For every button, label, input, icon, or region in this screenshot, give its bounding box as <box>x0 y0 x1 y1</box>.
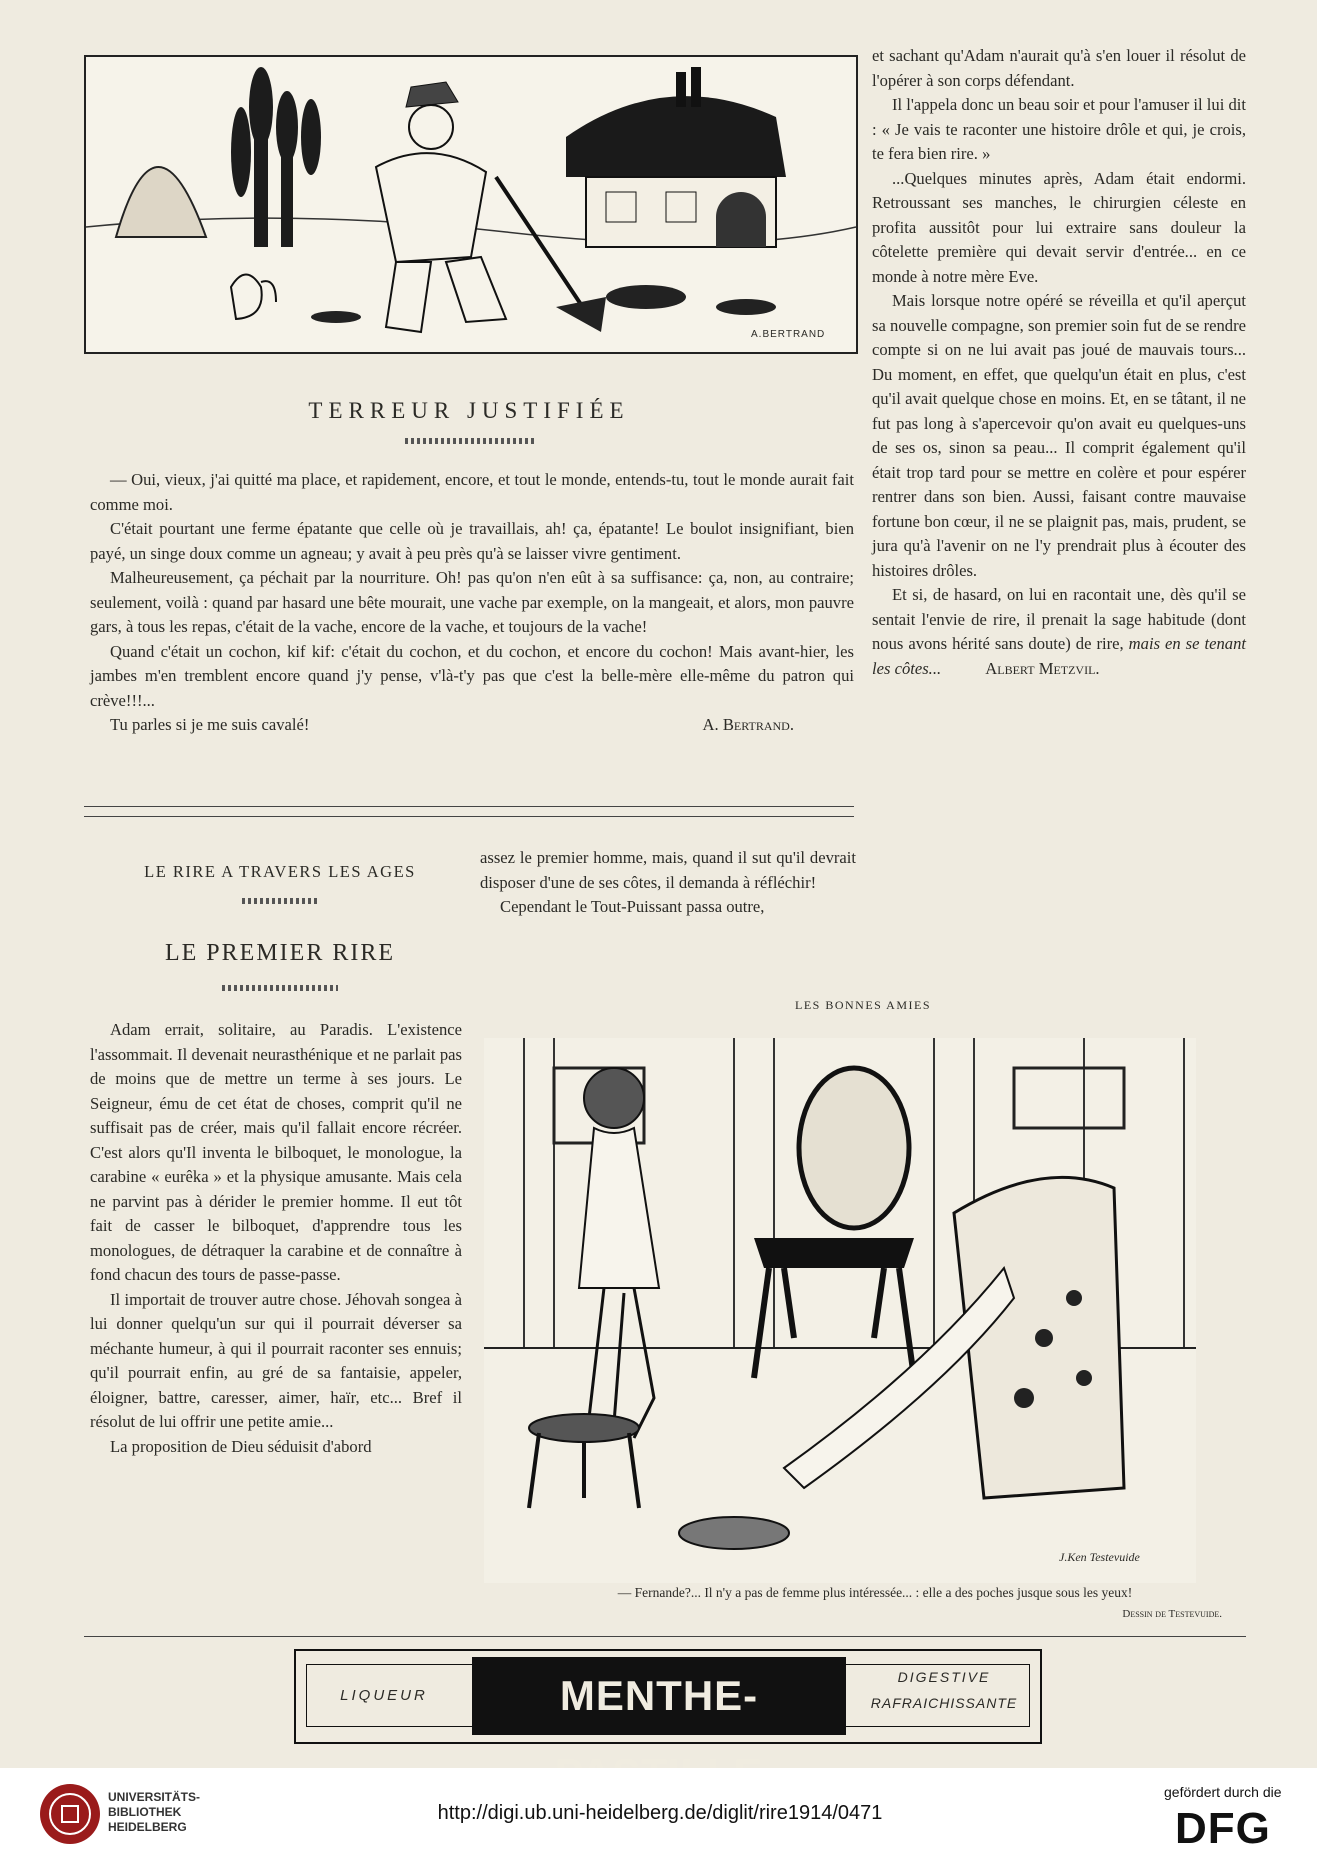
divider <box>84 806 854 807</box>
story1-title: TERREUR JUSTIFIÉE <box>308 398 630 423</box>
story2-kicker: LE RIRE A TRAVERS LES AGES <box>144 862 416 881</box>
story2-title: LE PREMIER RIRE <box>164 940 395 966</box>
story2-paragraph-text: Et si, de hasard, on lui en racontait une, dès qu'il se sentait l'envie de rire, il prenait la sage habitude (dont nous avons hérité sans doute) de rire, <box>872 585 1246 653</box>
story2-italic: mais en se tenant les côtes... <box>872 634 1246 678</box>
illustration-signature: A.BERTRAND <box>751 329 826 340</box>
permalink[interactable]: http://digi.ub.uni-heidelberg.de/diglit/rire1914/0471 <box>437 1802 883 1824</box>
story1-paragraph: Quand c'était un cochon, kif kif: c'était du cochon, et du cochon, et encore du cochon! Mais avant-hier, les jambes m'en tremblent encore quand j'y pense, v'là-t'y pas que c'est la belle-mère elle-même du patron qui crève!!!... <box>90 641 854 710</box>
library-line: HEIDELBERG <box>108 1820 187 1834</box>
story2-paragraph: Adam errait, solitaire, au Paradis. L'existence l'assommait. Il devenait neurasthénique et ne parlait pas de moins que de mettre un terme à ses jours. Le Seigneur, ému de cet état de choses, comprit qu'il ne suffisait pas de créer, mais qu'il fallait encore récréer. C'est alors qu'Il inventa le bilboquet, le monologue, la carabine « eurêka » et la physique amusante. Mais cela ne parvint pas à dérider le premier homme. Il eut tôt fait de casser le bilboquet, d'apprendre tous les monologues, de détraquer la carabine et de connaître à fond chacun des tours de passe-passe. <box>90 1020 462 1284</box>
story1-last-line: Tu parles si je me suis cavalé! <box>110 715 310 734</box>
advert-left: LIQUEUR <box>340 1687 428 1704</box>
story1-paragraph: C'était pourtant une ferme épatante que celle où je travaillais, ah! ça, épatante! Le boulot insignifiant, bien payé, un singe doux comme un agneau; y avait à peu près qu'à se laisser vivre gentiment. <box>90 519 854 563</box>
illustration2-heading: LES BONNES AMIES <box>794 998 931 1012</box>
story2-paragraph: ...Quelques minutes après, Adam était endormi. Retroussant ses manches, le chirurgien céleste en profita aussitôt pour lui extraire sans douleur la côtelette première qui devait servir d'entrée... en ce monde à notre mère Eve. <box>872 168 1246 286</box>
library-line: UNIVERSITÄTS- <box>108 1790 201 1804</box>
title-ornament <box>405 438 535 444</box>
advert-right-top: DIGESTIVE <box>897 1669 991 1685</box>
illustration2-caption: — Fernande?... Il n'y a pas de femme plus intéressée... : elle a des poches jusque sous les yeux! <box>617 1585 1133 1600</box>
story2-paragraph: Il l'appela donc un beau soir et pour l'amuser il lui dit : « Je vais te raconter une histoire drôle et qui, je crois, te fera bien rire. » <box>872 95 1246 163</box>
illustration2-credit: Dessin de Testevuide. <box>1122 1608 1222 1620</box>
advert-main: MENTHE- <box>472 1657 846 1735</box>
divider <box>84 816 854 817</box>
farmer-drawing <box>86 57 856 352</box>
story2-paragraph: assez le premier homme, mais, quand il sut qu'il devrait disposer d'une de ses côtes, il demanda à réfléchir! <box>480 848 856 892</box>
illustration2-signature: J.Ken Testevuide <box>1059 1550 1140 1564</box>
interior-drawing <box>484 1038 1196 1583</box>
divider <box>84 1636 1246 1637</box>
advert-banner <box>294 1649 1042 1744</box>
story2-paragraph: La proposition de Dieu séduisit d'abord <box>110 1436 372 1456</box>
title2-ornament <box>222 985 338 991</box>
story2-column-1 <box>90 1018 462 1459</box>
dfg-logo: DFG <box>1175 1804 1271 1853</box>
story2-paragraph: Mais lorsque notre opéré se réveilla et qu'il aperçut sa nouvelle compagne, son premier soin fut de se rendre compte si on ne lui avait pas joué de mauvais tours... Du moment, en effet, que quelqu'un était en plus, c'est qu'il avait quelque chose en moins. Et, en se tâtant, il ne fut pas long à s'apercevoir qu'on avait eu quelques-uns de ses os, sinon sa peau... Il comprit également qu'il était trop tard pour se mettre en colère et pour espérer rentrer dans son bien. Aussi, faisant contre mauvaise fortune bon cœur, il ne se plaignit pas, mais, prudent, se jura qu'à l'avenir on ne l'y prendrait plus à écouter des histoires drôles. <box>872 291 1246 580</box>
story2-paragraph <box>872 583 1246 681</box>
story2-column-2 <box>480 846 856 920</box>
library-seal-icon <box>38 1782 102 1846</box>
illustration-farmer <box>84 55 858 354</box>
advert-right-bottom: RAFRAICHISSANTE <box>870 1695 1018 1711</box>
story2-author: Albert Metzvil. <box>985 658 1100 678</box>
illustration-bonnes-amies <box>484 1038 1196 1583</box>
footer-bar <box>0 1768 1317 1859</box>
story2-column-3 <box>872 44 1246 681</box>
library-name <box>108 1790 200 1835</box>
story1-body <box>90 468 854 738</box>
kicker-ornament <box>242 898 318 904</box>
story1-paragraph: Malheureusement, ça péchait par la nourriture. Oh! pas qu'on n'en eût à sa suffisance: ça, non, au contraire; seulement, voilà : quand par hasard une bête mourait, une vache par exemple, on la mangeait, et alors, mon pauvre gars, à tous les repas, c'était de la vache, encore de la vache, et toujours de la vache! <box>90 568 854 636</box>
funded-by: gefördert durch die <box>1164 1784 1282 1800</box>
story2-paragraph: et sachant qu'Adam n'aurait qu'à s'en louer il résolut de l'opérer à son corps défendant. <box>872 46 1246 90</box>
story1-paragraph: — Oui, vieux, j'ai quitté ma place, et rapidement, encore, et tout le monde, entends-tu, tout le monde aurait fait comme moi. <box>90 470 854 514</box>
story1-author: A. Bertrand. <box>702 715 794 734</box>
library-line: BIBLIOTHEK <box>108 1805 182 1819</box>
story2-paragraph: Cependant le Tout-Puissant passa outre, <box>500 897 765 916</box>
story2-paragraph: Il importait de trouver autre chose. Jéhovah songea à lui donner quelqu'un sur qui il pourrait déverser sa méchante humeur, à qui il pourrait raconter ses ennuis; qu'il pourrait enfin, au gré de sa fantaisie, appeler, éloigner, battre, caresser, aimer, haïr, etc... Bref il résolut de lui offrir une petite amie... <box>90 1289 462 1431</box>
